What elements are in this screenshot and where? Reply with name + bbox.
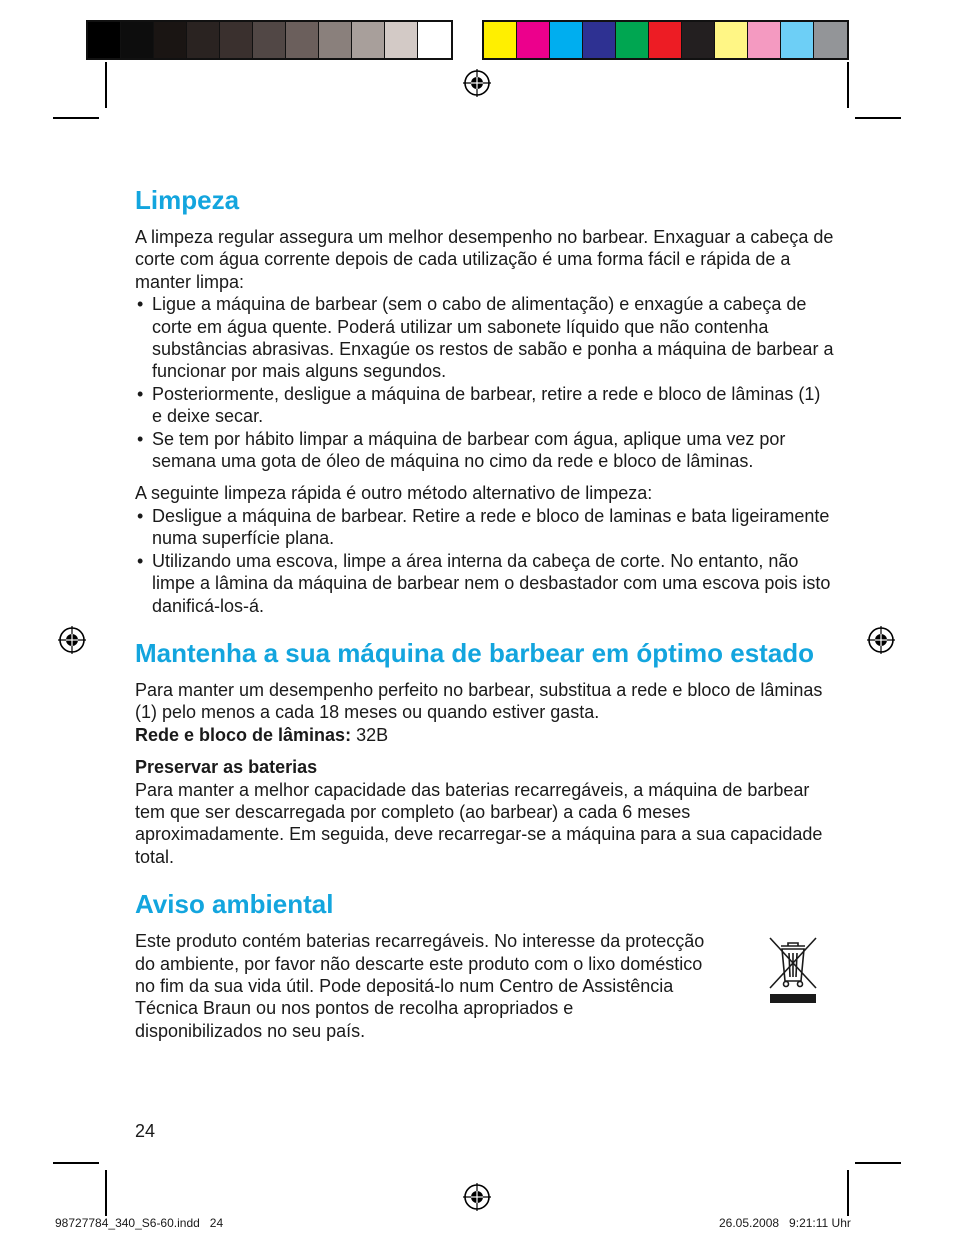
list-item: • Se tem por hábito limpar a máquina de barbear com água, aplique uma vez por semana uma gota de óleo de máquina no cimo da rede e bloco de lâminas. [135,428,835,473]
color-swatch [583,22,616,58]
part-label: Rede e bloco de lâminas: [135,724,352,745]
crop-mark [847,1170,849,1216]
registration-mark-icon [867,626,895,654]
color-swatch [418,22,451,58]
limpeza-intro: A limpeza regular assegura um melhor desempenho no barbear. Enxaguar a cabeça de corte com água corrente depois de cada utilização é uma forma fácil e rápida de a manter limpa: [135,227,834,292]
registration-mark-icon [58,626,86,654]
color-swatch [286,22,319,58]
part-value: 32B [351,724,389,745]
section-heading-manutencao: Mantenha a sua máquina de barbear em óptimo estado [135,637,815,668]
crop-mark [847,62,849,108]
color-swatch [319,22,352,58]
registration-mark-icon [463,1183,491,1211]
limpeza-bullet-list [135,293,835,472]
color-swatch [187,22,220,58]
crop-mark [855,117,901,119]
list-item: • Utilizando uma escova, limpe a área interna da cabeça de corte. No entanto, não limpe a lâmina da máquina de barbear nem o desbastador com uma escova pois isto danificá-los-á. [135,550,835,617]
process-color-bar [482,20,849,60]
color-swatch [121,22,154,58]
color-swatch [748,22,781,58]
quick-cleaning-bullet-list [135,505,835,617]
section-heading-limpeza: Limpeza [135,185,240,215]
environmental-notice [135,930,835,1042]
list-item: • Ligue a máquina de barbear (sem o cabo de alimentação) e enxagúe a cabeça de corte em água quente. Poderá utilizar um sabonete líquido que não contenha substâncias abrasivas. Enxagúe os restos de sabão e ponha a máquina de barbear a funcionar por mais alguns segundos. [135,293,835,383]
maintenance-text: Para manter um desempenho perfeito no barbear, substitua a rede e bloco de lâminas (1) pelo menos a cada 18 meses ou quando estiver gasta. [135,679,823,723]
color-swatch [484,22,517,58]
color-swatch [253,22,286,58]
color-swatch [715,22,748,58]
color-swatch [352,22,385,58]
environmental-text: Este produto contém baterias recarregáveis. No interesse da protecção do ambiente, por favor não descarte este produto com o lixo doméstico no fim da sua vida útil. Pode depositá-lo num Centro de Assistência Técnica Braun ou nos pontos de recolha apropriados e disponibilizados no seu país. [135,931,705,1041]
crop-mark [53,1162,99,1164]
registration-mark-icon [463,69,491,97]
list-item: • Posteriormente, desligue a máquina de barbear, retire a rede e bloco de lâminas (1) e deixe secar. [135,383,835,428]
color-swatch [154,22,187,58]
quick-cleaning-intro: A seguinte limpeza rápida é outro método alternativo de limpeza: [135,483,653,504]
color-swatch [781,22,814,58]
battery-text: Para manter a melhor capacidade das baterias recarregáveis, a máquina de barbear tem que ser descarregada por completo (ao barbear) a cada 6 meses aproximadamente. Em seguida, deve recarregar-se a máquina para a sua capacidade total. [135,779,823,867]
color-swatch [814,22,847,58]
color-swatch [517,22,550,58]
list-item: • Desligue a máquina de barbear. Retire a rede e bloco de laminas e bata ligeiramente numa superfície plana. [135,505,835,550]
grey-color-bar [86,20,453,60]
color-swatch [682,22,715,58]
color-swatch [220,22,253,58]
footer-timestamp: 26.05.2008 9:21:11 Uhr [719,1216,851,1230]
color-swatch [550,22,583,58]
footer-file-info: 98727784_340_S6-60.indd 24 [55,1216,224,1230]
replacement-part-line [135,724,835,746]
crop-mark [855,1162,901,1164]
color-swatch [616,22,649,58]
color-swatch [385,22,418,58]
page-content [135,186,835,1042]
color-swatch [88,22,121,58]
crop-mark [105,62,107,108]
crossed-out-wheelie-bin-icon [768,936,818,1006]
page-number: 24 [135,1121,156,1141]
battery-subheading: Preservar as baterias [135,757,318,778]
crop-mark [105,1170,107,1216]
section-heading-ambiente: Aviso ambiental [135,889,334,920]
crop-mark [53,117,99,119]
color-swatch [649,22,682,58]
